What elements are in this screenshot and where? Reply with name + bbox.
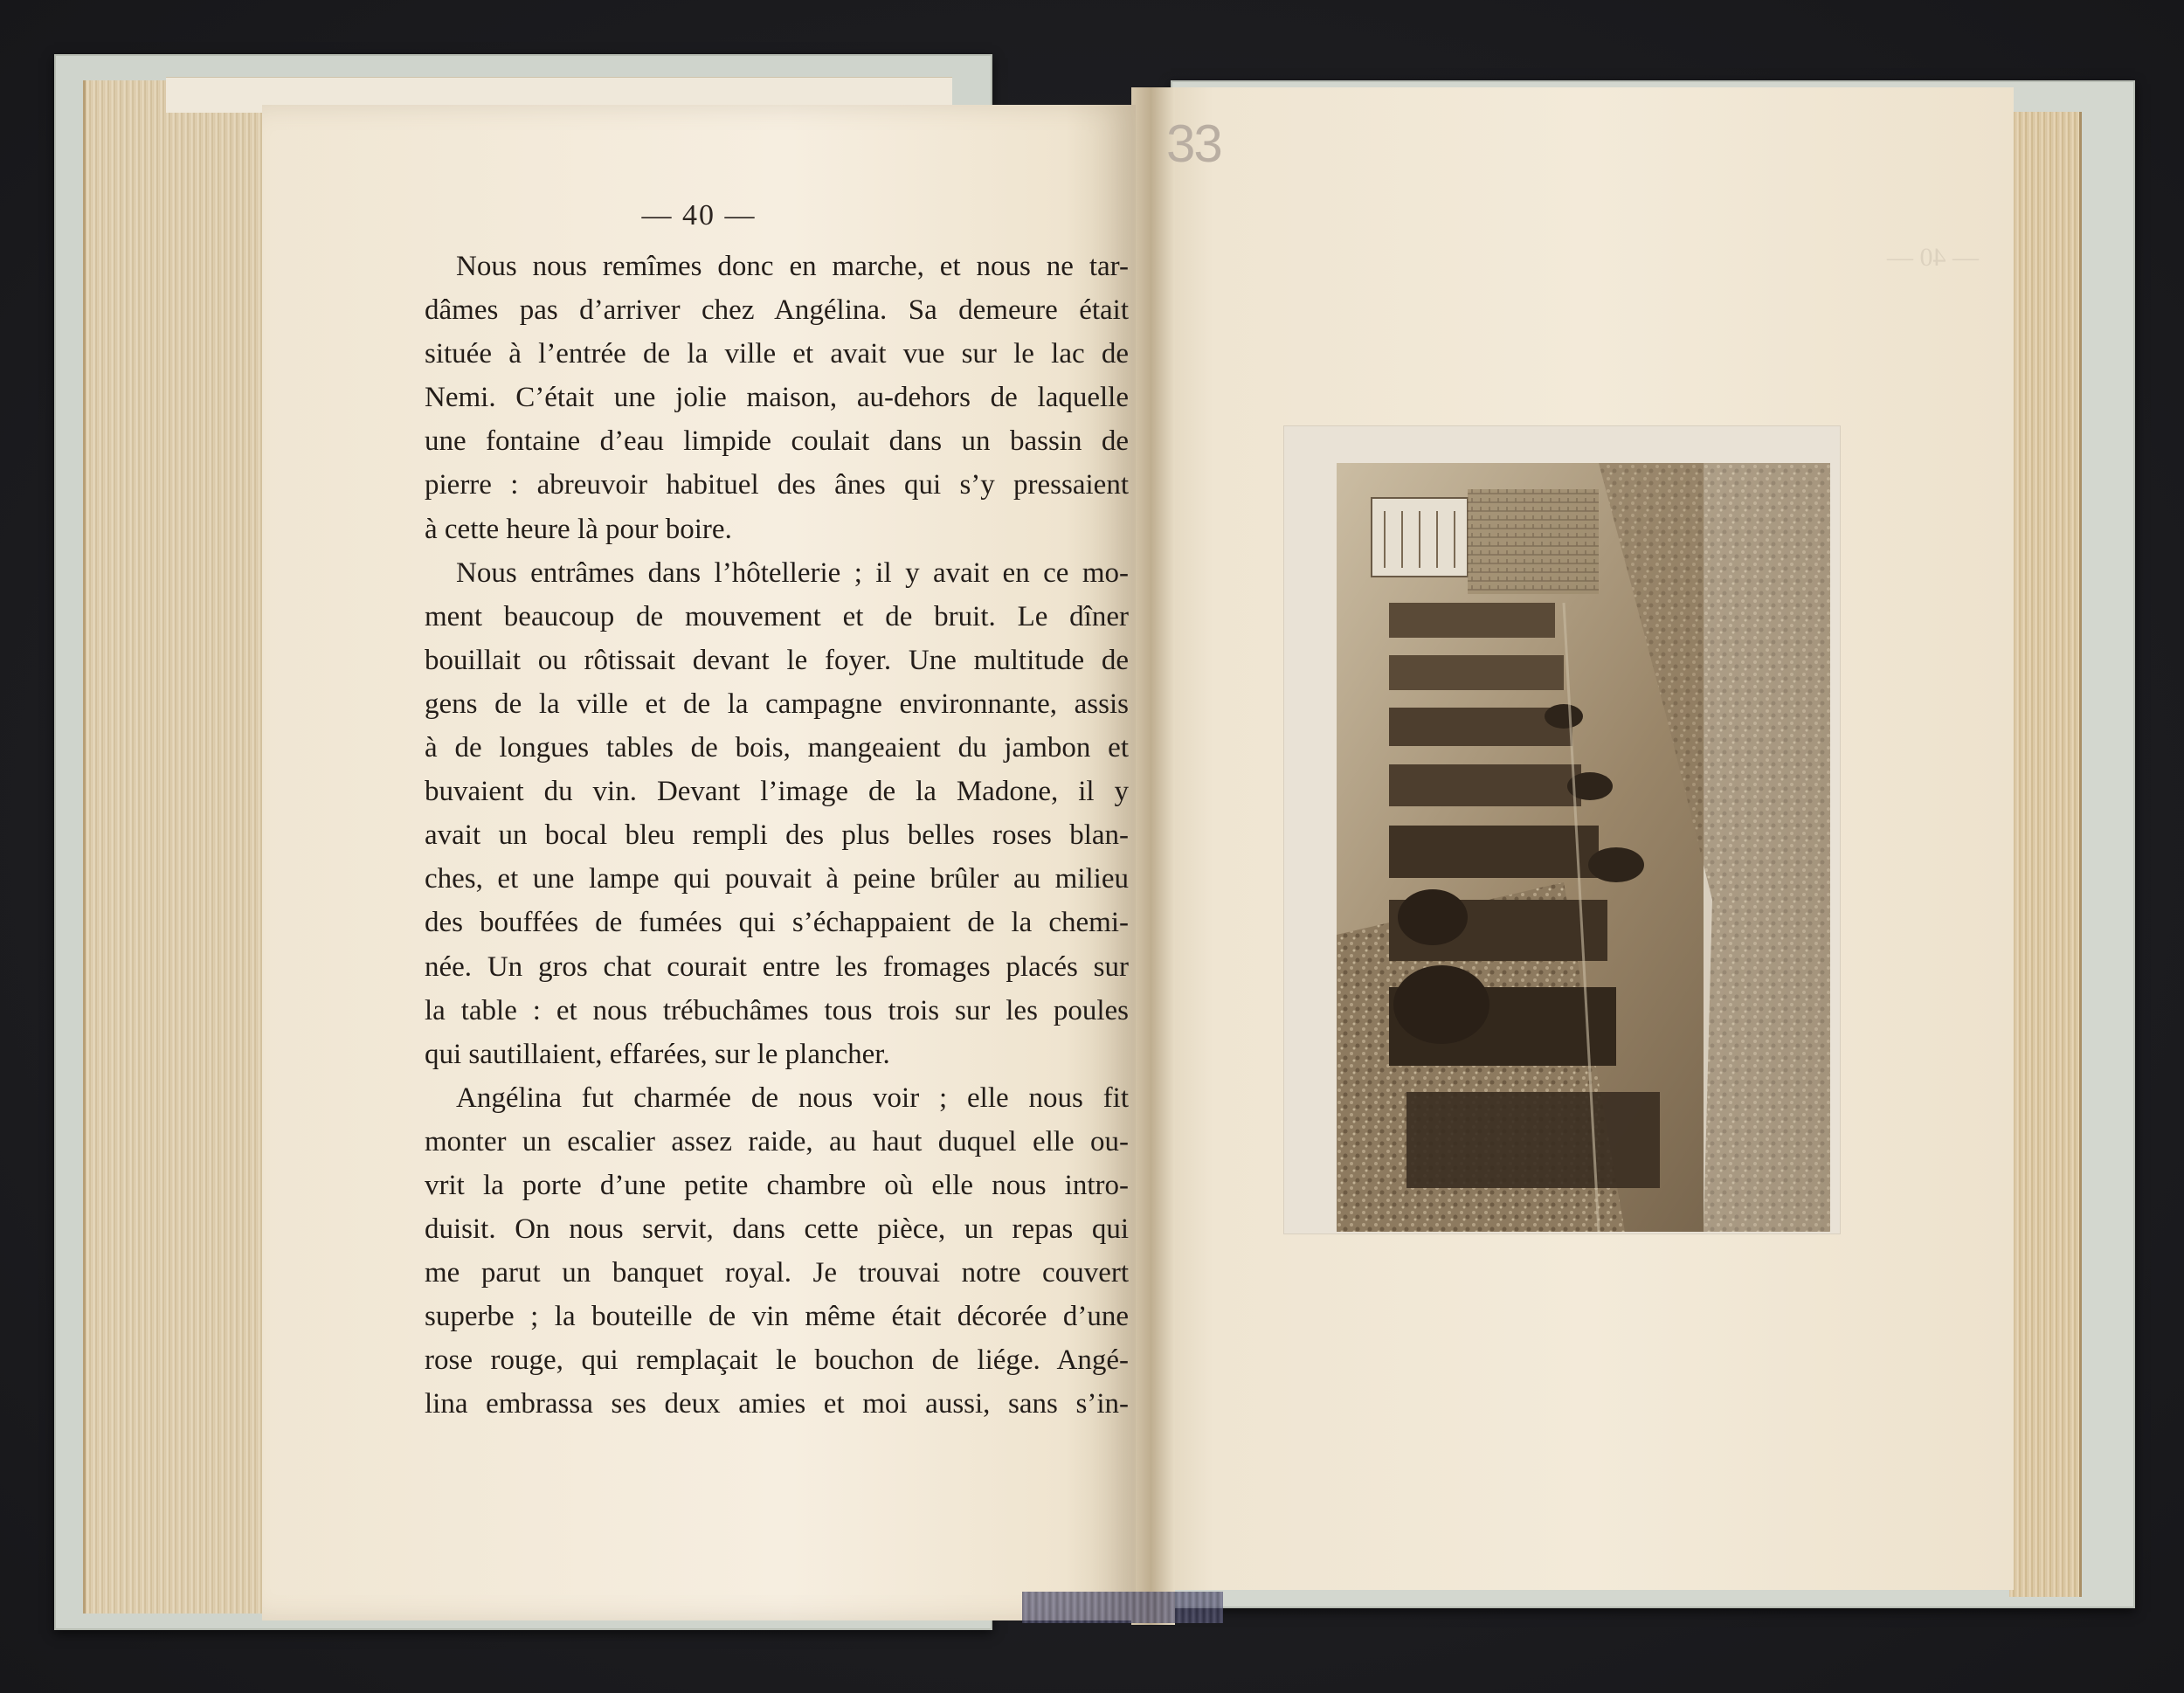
- binding-thread: [1022, 1592, 1223, 1623]
- left-page-text: [425, 245, 1129, 1427]
- archive-pencil-number: 33: [1166, 114, 1221, 173]
- text-line: des bouffées de fumées qui s’échappaient de la chemi-: [425, 907, 1129, 939]
- text-line: ment beaucoup de mouvement et de bruit. Le dîner: [425, 600, 1129, 632]
- text-line: à cette heure là pour boire.: [425, 513, 732, 545]
- text-line: ches, et une lampe qui pouvait à peine brûler au milieu: [425, 863, 1129, 895]
- right-page-stack: [2009, 112, 2082, 1597]
- text-line: monter un escalier assez raide, au haut duquel elle ou-: [425, 1125, 1129, 1157]
- text-line: dâmes pas d’arriver chez Angélina. Sa demeure était: [425, 294, 1129, 327]
- photo-wall: [1468, 489, 1599, 594]
- text-line: à de longues tables de bois, mangeaient du jambon et: [425, 732, 1129, 764]
- text-line: avait un bocal bleu rempli des plus belles roses blan-: [425, 819, 1129, 852]
- text-line: lina embrassa ses deux amies et moi aussi, sans s’in-: [425, 1388, 1129, 1420]
- text-line: née. Un gros chat courait entre les fromages placés sur: [425, 950, 1129, 983]
- book-gutter: [1131, 87, 1175, 1625]
- text-line: Nemi. C’était une jolie maison, au-dehors de laquelle: [425, 382, 1129, 414]
- text-line: buvaient du vin. Devant l’image de la Madone, il y: [425, 776, 1129, 808]
- text-line: Nous nous remîmes donc en marche, et nous ne tar-: [456, 251, 1129, 282]
- page-number: — 40 —: [641, 199, 757, 231]
- text-line: qui sautillaient, effarées, sur le plancher.: [425, 1038, 890, 1070]
- text-line: bouillait ou rôtissait devant le foyer. Une multitude de: [425, 644, 1129, 676]
- text-line: superbe ; la bouteille de vin même était décorée d’une: [425, 1301, 1129, 1333]
- albumen-photograph: [1337, 463, 1830, 1232]
- text-line: Angélina fut charmée de nous voir ; elle nous fit: [456, 1081, 1129, 1114]
- text-line: rose rouge, qui remplaçait le bouchon de liége. Angé-: [425, 1344, 1129, 1377]
- text-line: gens de la ville et de la campagne environnante, assis: [425, 688, 1129, 720]
- text-line: la table : et nous trébuchâmes tous trois sur les poules: [425, 994, 1129, 1026]
- text-line: vrit la porte d’une petite chambre où elle nous intro-: [425, 1169, 1129, 1201]
- text-line: située à l’entrée de la ville et avait vue sur le lac de: [425, 338, 1129, 370]
- bleed-through-text: — 40 —: [1887, 243, 1979, 272]
- text-line: Nous entrâmes dans l’hôtellerie ; il y avait en ce mo-: [456, 556, 1129, 589]
- text-line: pierre : abreuvoir habituel des ânes qui s’y pressaient: [425, 469, 1129, 501]
- text-line: duisit. On nous servit, dans cette pièce, un repas qui: [425, 1213, 1129, 1246]
- text-line: me parut un banquet royal. Je trouvai notre couvert: [425, 1257, 1129, 1289]
- text-line: une fontaine d’eau limpide coulait dans un bassin de: [425, 425, 1129, 458]
